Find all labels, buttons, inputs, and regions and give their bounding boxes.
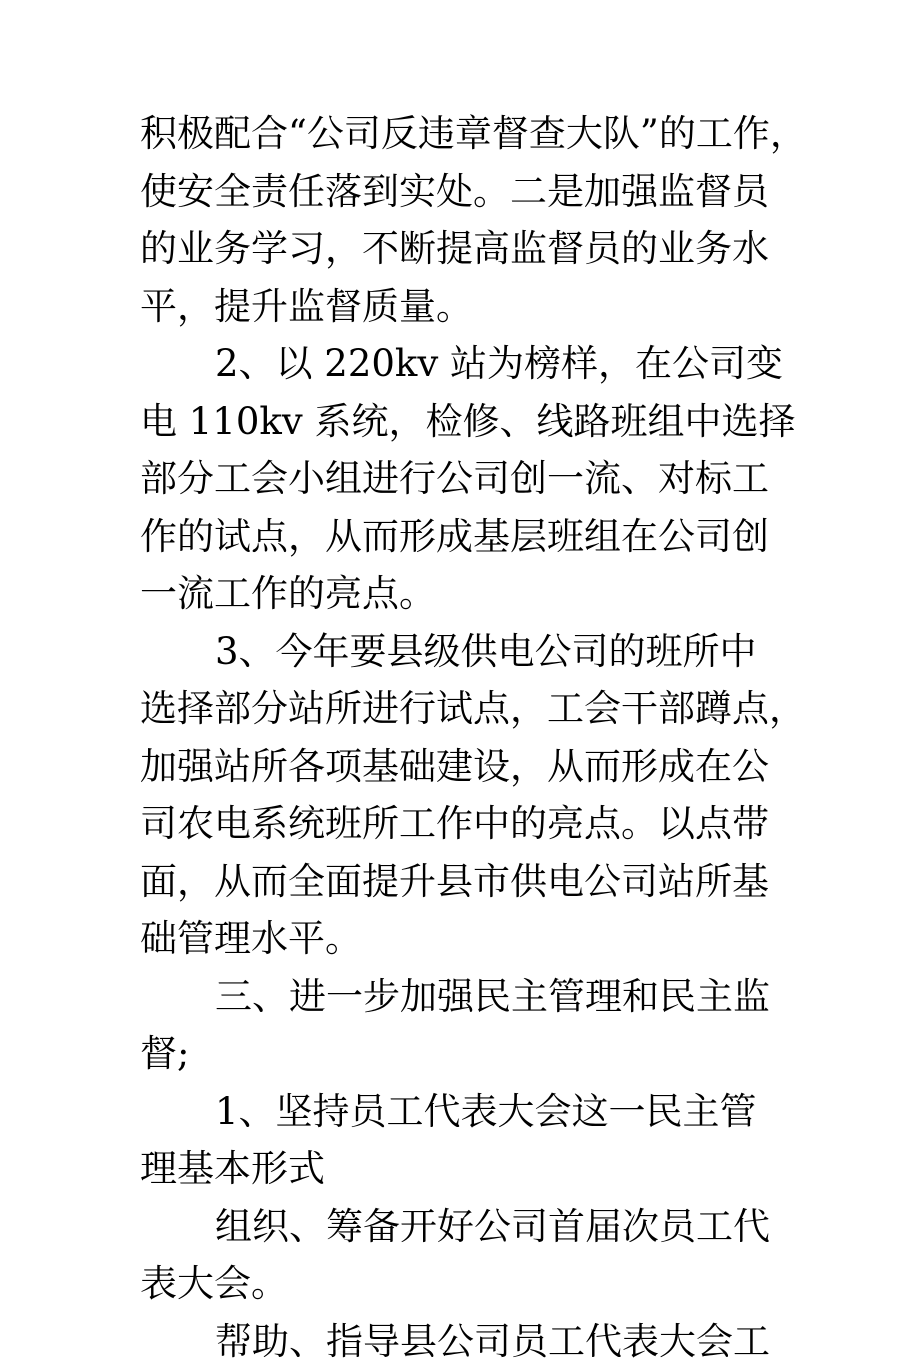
text-line: 3、今年要县级供电公司的班所中 bbox=[140, 623, 790, 681]
text-line: 2、以 220kv 站为榜样，在公司变 bbox=[140, 335, 790, 393]
text-line: 使安全责任落到实处。二是加强监督员 bbox=[140, 163, 790, 221]
text-line: 组织、筹备开好公司首届次员工代 bbox=[140, 1198, 790, 1256]
text-line: 1、坚持员工代表大会这一民主管 bbox=[140, 1083, 790, 1141]
text-line: 平，提升监督质量。 bbox=[140, 278, 790, 336]
text-line: 选择部分站所进行试点，工会干部蹲点， bbox=[140, 680, 790, 738]
text-line: 的业务学习，不断提高监督员的业务水 bbox=[140, 220, 790, 278]
text-line: 部分工会小组进行公司创一流、对标工 bbox=[140, 450, 790, 508]
text-line: 三、进一步加强民主管理和民主监 bbox=[140, 968, 790, 1026]
text-line: 加强站所各项基础建设，从而形成在公 bbox=[140, 738, 790, 796]
text-line: 帮助、指导县公司员工代表大会工 bbox=[140, 1313, 790, 1370]
text-line: 面，从而全面提升县市供电公司站所基 bbox=[140, 853, 790, 911]
text-line: 一流工作的亮点。 bbox=[140, 565, 790, 623]
text-line: 电 110kv 系统，检修、线路班组中选择 bbox=[140, 393, 790, 451]
text-line: 表大会。 bbox=[140, 1255, 790, 1313]
text-line: 作的试点，从而形成基层班组在公司创 bbox=[140, 508, 790, 566]
text-line: 础管理水平。 bbox=[140, 910, 790, 968]
text-line: 理基本形式 bbox=[140, 1140, 790, 1198]
text-line: 司农电系统班所工作中的亮点。以点带 bbox=[140, 795, 790, 853]
document-body bbox=[140, 105, 790, 1370]
text-line: 积极配合“公司反违章督查大队”的工作， bbox=[140, 105, 790, 163]
text-line: 督; bbox=[140, 1025, 790, 1083]
